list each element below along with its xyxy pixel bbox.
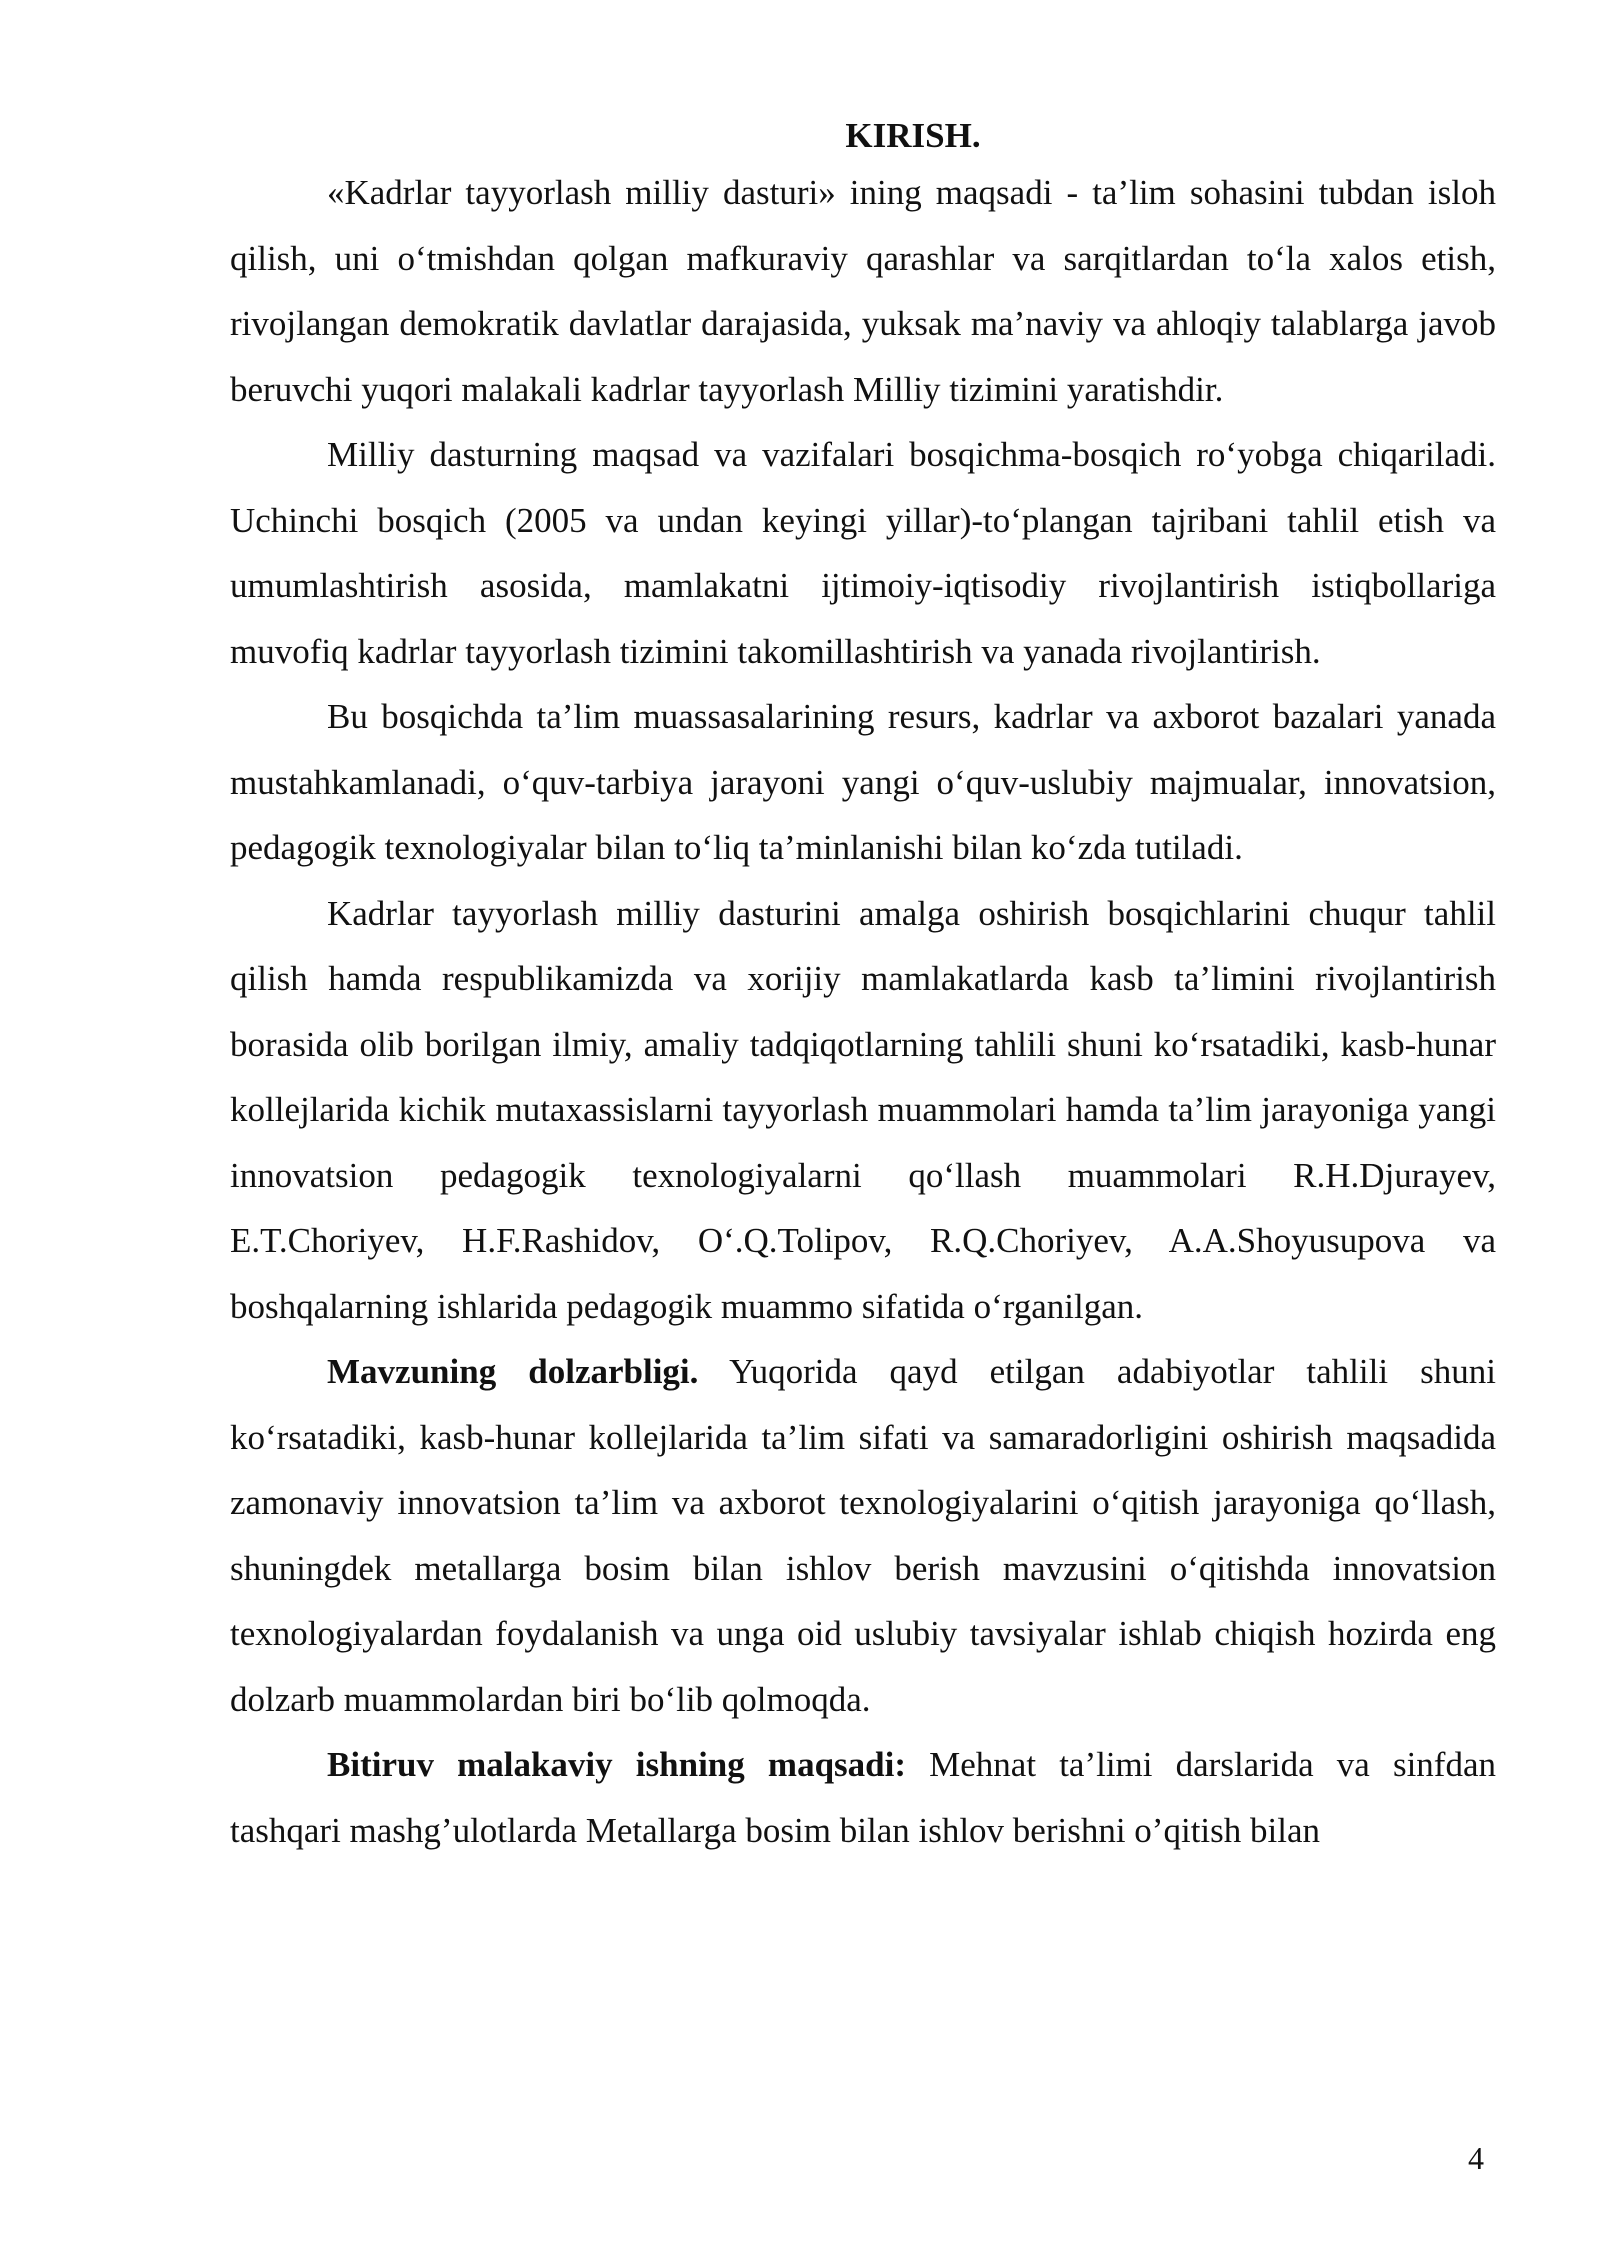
paragraph-5-lead: Mavzuning dolzarbligi. [327, 1352, 699, 1391]
paragraph-1-text: «Kadrlar tayyorlash milliy dasturi» ining maqsadi - ta’lim sohasini tubdan isloh qilish, uni o‘tmishdan qolgan mafkuraviy qarashlar va sarqitlardan to‘la xalos etish, rivojlangan demokratik davlatlar darajasida, yuksak ma’naviy va ahloqiy talablarga javob beruvchi yuqori malakali kadrlar tayyorlash Milliy tizimini yaratishdir. [230, 173, 1496, 409]
paragraph-3 [230, 684, 1496, 881]
document-heading: KIRISH. [845, 116, 981, 155]
paragraph-3-text: Bu bosqichda ta’lim muassasalarining resurs, kadrlar va axborot bazalari yanada mustahkamlanadi, o‘quv-tarbiya jarayoni yangi o‘quv-uslubiy majmualar, innovatsion, pedagogik texnologiyalar bilan to‘liq ta’minlanishi bilan ko‘zda tutiladi. [230, 697, 1496, 867]
paragraph-5 [230, 1339, 1496, 1732]
document-body [230, 112, 1496, 1863]
paragraph-2 [230, 422, 1496, 684]
paragraph-4 [230, 881, 1496, 1340]
paragraph-1 [230, 160, 1496, 422]
paragraph-6-text: Mehnat ta’limi darslarida va sinfdan tashqari mashg’ulotlarda Metallarga bosim bilan ishlov berishni o’qitish bilan [230, 1745, 1496, 1850]
paragraph-5-text: Yuqorida qayd etilgan adabiyotlar tahlili shuni ko‘rsatadiki, kasb-hunar kollejlarida ta’lim sifati va samaradorligini oshirish maqsadida zamonaviy innovatsion ta’lim va axborot texnologiyalarini o‘qitish jarayoniga qo‘llash, shuningdek metallarga bosim bilan ishlov berish mavzusini o‘qitishda innovatsion texnologiyalardan foydalanish va unga oid uslubiy tavsiyalar ishlab chiqish hozirda eng dolzarb muammolardan biri bo‘lib qolmoqda. [230, 1352, 1496, 1719]
page-number: 4 [1468, 2140, 1484, 2176]
paragraph-6-lead: Bitiruv malakaviy ishning maqsadi: [327, 1745, 906, 1784]
paragraph-4-text: Kadrlar tayyorlash milliy dasturini amalga oshirish bosqichlarini chuqur tahlil qilish hamda respublikamizda va xorijiy mamlakatlarda kasb ta’limini rivojlantirish borasida olib borilgan ilmiy, amaliy tadqiqotlarning tahlili shuni ko‘rsatadiki, kasb-hunar kollejlarida kichik mutaxassislarni tayyorlash muammolari hamda ta’lim jarayoniga yangi innovatsion pedagogik texnologiyalarni qo‘llash muammolari R.H.Djurayev, E.T.Choriyev, H.F.Rashidov, O‘.Q.Tolipov, R.Q.Choriyev, A.A.Shoyusupova va boshqalarning ishlarida pedagogik muammo sifatida o‘rganilgan. [230, 893, 1496, 1326]
paragraph-2-text: Milliy dasturning maqsad va vazifalari bosqichma-bosqich ro‘yobga chiqariladi. Uchinchi bosqich (2005 va undan keyingi yillar)-to‘plangan tajribani tahlil etish va umumlashtirish asosida, mamlakatni ijtimoiy-iqtisodiy rivojlantirish istiqbollariga muvofiq kadrlar tayyorlash tizimini takomillashtirish va yanada rivojlantirish. [230, 435, 1496, 671]
paragraph-6 [230, 1732, 1496, 1863]
